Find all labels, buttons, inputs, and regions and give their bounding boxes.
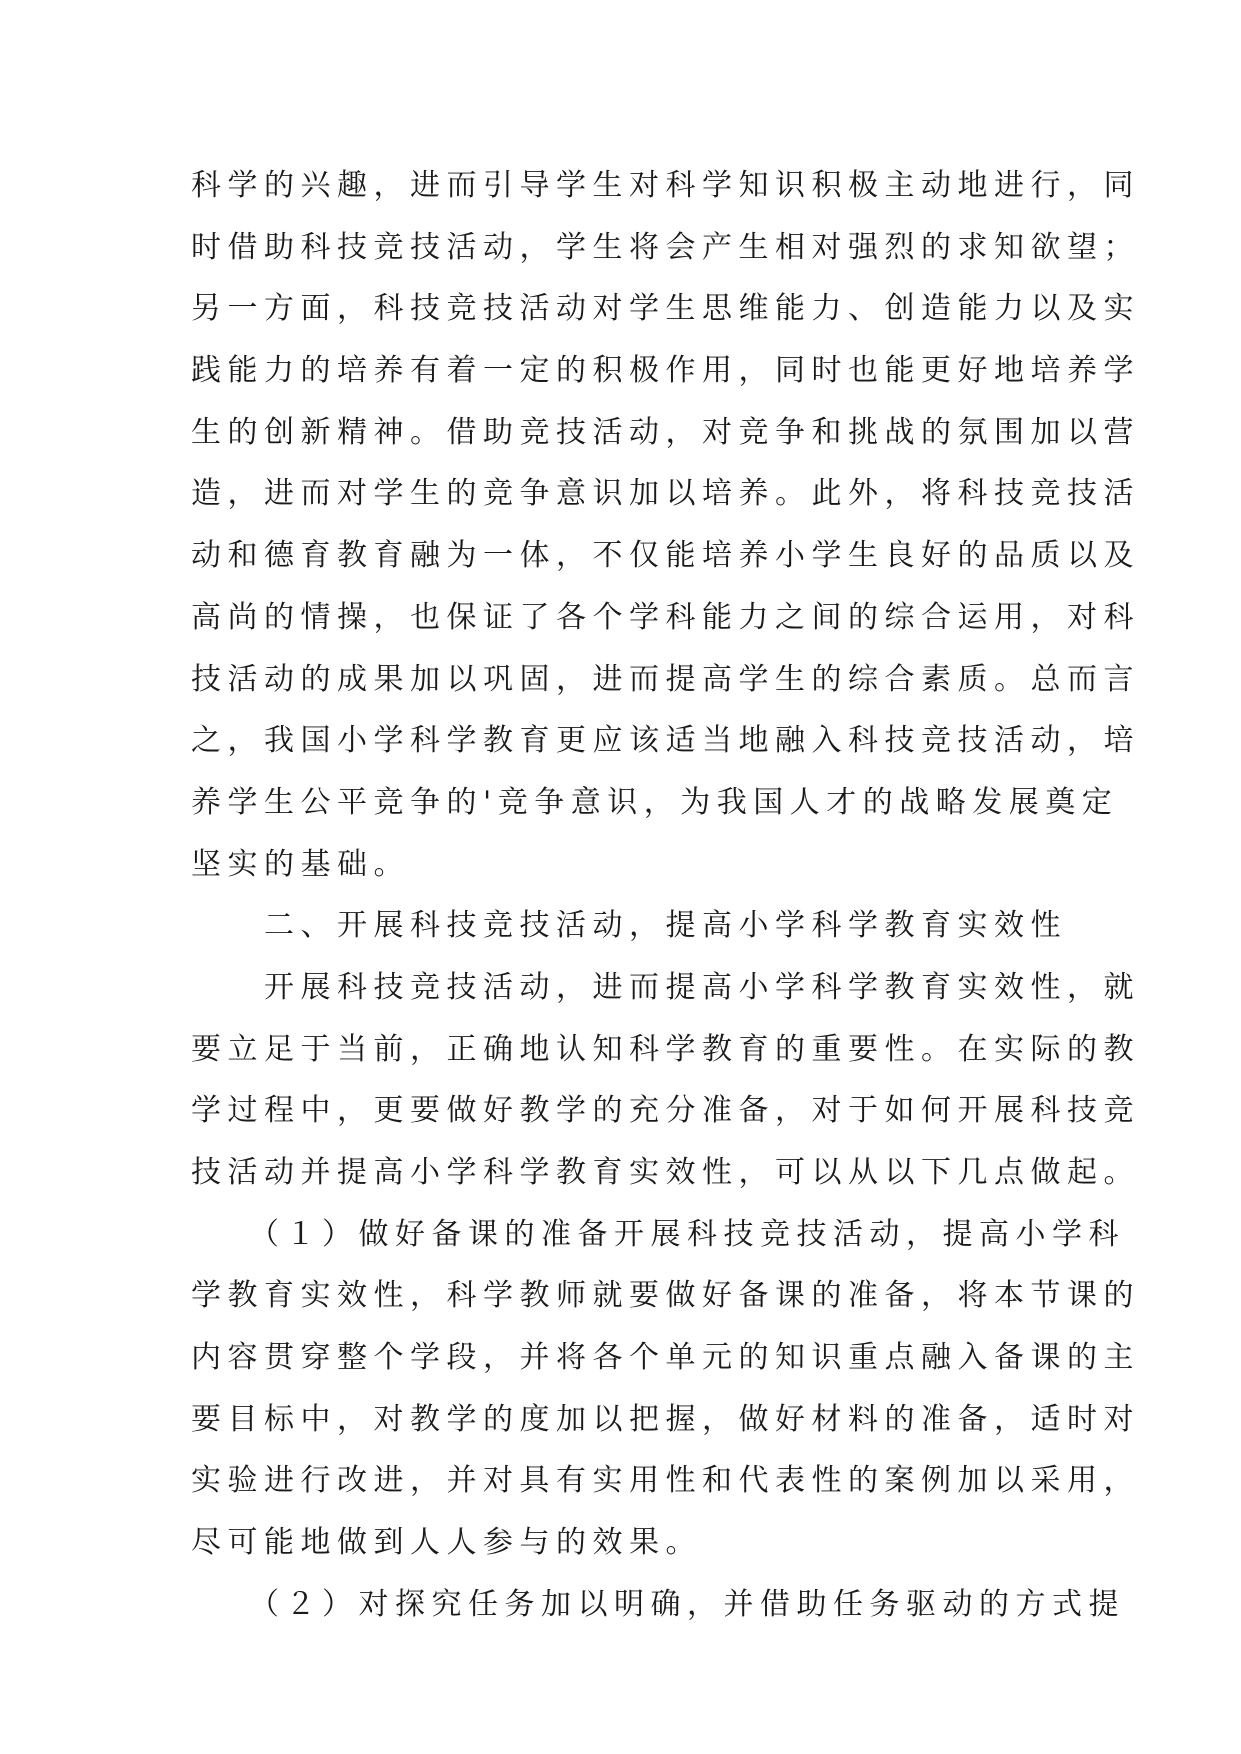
text-line: 内容贯穿整个学段，并将各个单元的知识重点融入备课的主 (191, 1340, 1140, 1376)
text-line: 实验进行改进，并对具有实用性和代表性的案例加以采用， (191, 1463, 1140, 1499)
text-line: 之，我国小学科学教育更应该适当地融入科技竞技活动，培 (191, 723, 1140, 759)
text-line: 技活动的成果加以巩固，进而提高学生的综合素质。总而言 (191, 661, 1140, 697)
text-line: （２）对探究任务加以明确，并借助任务驱动的方式提 (191, 1586, 1125, 1622)
text-line: 生的创新精神。借助竞技活动，对竞争和挑战的氛围加以营 (191, 414, 1140, 450)
text-line: 学教育实效性，科学教师就要做好备课的准备，将本节课的 (191, 1278, 1140, 1314)
text-line: 要目标中，对教学的度加以把握，做好材料的准备，适时对 (191, 1401, 1140, 1437)
text-line: 养学生公平竞争的'竞争意识，为我国人才的战略发展奠定 (191, 784, 1119, 820)
text-line: 技活动并提高小学科学教育实效性，可以从以下几点做起。 (191, 1155, 1140, 1190)
text-line: 要立足于当前，正确地认知科学教育的重要性。在实际的教 (191, 1031, 1140, 1067)
text-line: 高尚的情操，也保证了各个学科能力之间的综合运用，对科 (191, 599, 1140, 635)
text-line: 践能力的培养有着一定的积极作用，同时也能更好地培养学 (191, 353, 1140, 389)
text-line: 造，进而对学生的竞争意识加以培养。此外，将科技竞技活 (191, 476, 1140, 512)
text-line: 坚实的基础。 (191, 846, 410, 882)
body-text (191, 155, 1140, 1636)
text-line: 另一方面，科技竞技活动对学生思维能力、创造能力以及实 (191, 291, 1140, 327)
text-line: 时借助科技竞技活动，学生将会产生相对强烈的求知欲望； (191, 229, 1140, 265)
text-line: （１）做好备课的准备开展科技竞技活动，提高小学科 (191, 1216, 1125, 1252)
text-line: 学过程中，更要做好教学的充分准备，对于如何开展科技竞 (191, 1093, 1140, 1129)
text-line: 动和德育教育融为一体，不仅能培养小学生良好的品质以及 (191, 538, 1140, 574)
section-heading: 二、开展科技竞技活动，提高小学科学教育实效性 (191, 908, 1067, 944)
text-line: 科学的兴趣，进而引导学生对科学知识积极主动地进行，同 (191, 168, 1140, 203)
text-line: 开展科技竞技活动，进而提高小学科学教育实效性，就 (191, 969, 1140, 1005)
text-line: 尽可能地做到人人参与的效果。 (191, 1525, 702, 1561)
